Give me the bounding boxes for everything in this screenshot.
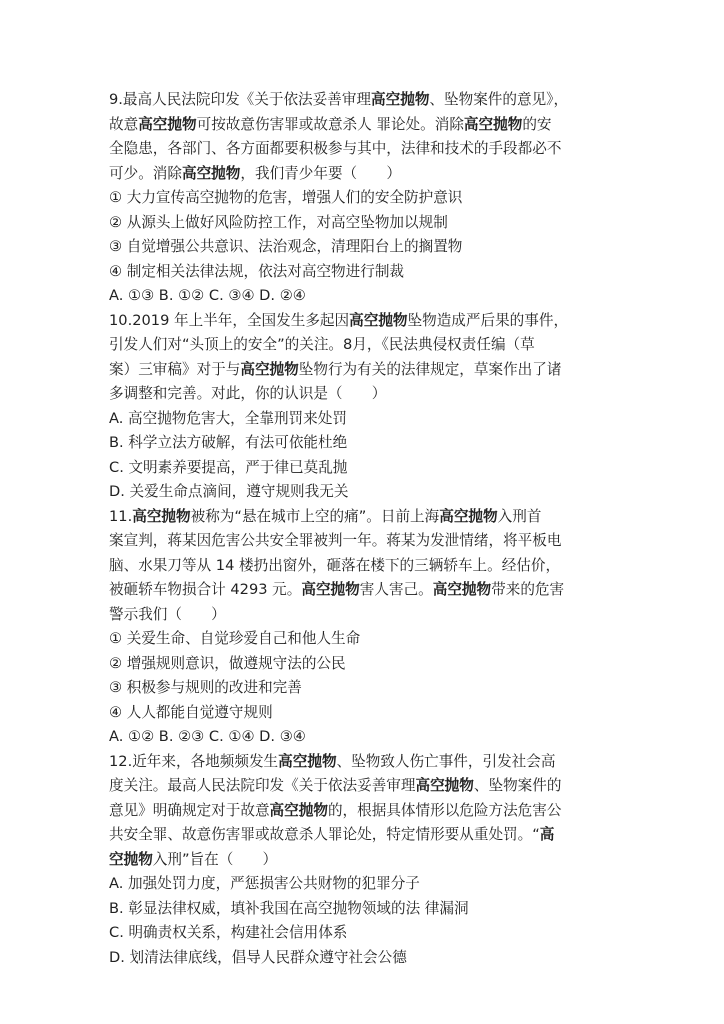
text-line — [109, 554, 654, 579]
text-segment: D. 关爱生命点滴间，遵守规则我无关 — [109, 483, 349, 500]
text-segment: ③ 积极参与规则的改进和完善 — [109, 679, 302, 696]
text-line — [109, 431, 654, 456]
text-line — [109, 872, 654, 897]
bold-term: 空抛物 — [109, 850, 153, 868]
text-segment: 9.最高人民法院印发《关于依法妥善审理 — [109, 91, 372, 108]
text-segment: 、坠物案件的 — [473, 777, 562, 794]
text-line — [109, 186, 654, 211]
bold-term: 高空抛物 — [269, 801, 328, 819]
bold-term: 高空抛物 — [463, 115, 523, 133]
text-segment: 意见》明确规定对于故意 — [109, 801, 270, 819]
text-line — [109, 113, 654, 138]
text-line — [109, 211, 654, 236]
text-segment: B. 彰显法律权威，填补我国在高空抛物领域的法 律漏洞 — [109, 899, 469, 917]
text-line — [109, 333, 654, 358]
text-line — [109, 578, 654, 603]
text-line — [109, 529, 654, 554]
bold-term: 高空抛物 — [240, 360, 299, 378]
text-segment: ，我们青少年要（ ） — [240, 164, 401, 182]
text-segment: 故意 — [109, 115, 139, 133]
text-segment: 10.2019 年上半年，全国发生多起因 — [109, 311, 350, 329]
bold-term: 高空抛物 — [278, 752, 337, 770]
text-segment: 多调整和完善。对此，你的认识是（ ） — [109, 385, 387, 402]
text-segment: 脑、水果刀等从 14 楼扔出窗外，砸落在楼下的三辆轿车上。经估价， — [109, 556, 561, 574]
bold-term: 高空抛物 — [415, 777, 474, 794]
text-segment: 入刑”旨在（ ） — [152, 850, 278, 868]
bold-term: 高空抛物 — [371, 91, 430, 108]
text-segment: 、坠物致人伤亡事件，引发社会高 — [336, 752, 556, 770]
text-line — [109, 407, 654, 432]
text-line — [109, 382, 654, 407]
text-segment: 被称为“悬在城市上空的痛”。日前上海 — [190, 507, 440, 525]
text-segment: C. 明确责权关系，构建社会信用体系 — [109, 924, 348, 941]
text-segment: 11. — [109, 507, 133, 525]
text-line — [109, 235, 654, 260]
text-line — [109, 456, 654, 481]
bold-term: 高空抛物 — [439, 507, 498, 525]
text-line — [109, 358, 654, 383]
text-segment: ④ 制定相关法律法规，依法对高空物进行制裁 — [109, 262, 405, 280]
text-line — [109, 848, 654, 873]
text-line — [109, 676, 654, 701]
text-line — [109, 701, 654, 726]
text-segment: A. 高空抛物危害大，全靠刑罚来处罚 — [109, 409, 347, 427]
bold-term: 高 — [539, 826, 555, 843]
text-line — [109, 137, 654, 162]
text-segment: ③ 自觉增强公共意识、法治观念，清理阳台上的搁置物 — [109, 238, 463, 255]
text-segment: 的，根据具体情形以危险方法危害公 — [327, 801, 562, 819]
text-line — [109, 921, 654, 946]
text-segment: 可按故意伤害罪或故意杀人 罪论处。消除 — [196, 115, 464, 133]
text-segment: ① 关爱生命、自觉珍爱自己和他人生命 — [109, 630, 361, 647]
text-line — [109, 725, 654, 750]
text-segment: A. ①③ B. ①② C. ③④ D. ②④ — [109, 287, 306, 304]
bold-term: 高空抛物 — [132, 507, 191, 525]
bold-term: 高空抛物 — [181, 164, 241, 182]
text-segment: 害人害己。 — [359, 581, 433, 598]
text-segment: 带来的危害 — [491, 581, 565, 598]
text-line — [109, 88, 654, 113]
text-line — [109, 505, 654, 530]
text-segment: 12.近年来，各地频频发生 — [109, 752, 279, 770]
bold-term: 高空抛物 — [349, 311, 408, 329]
text-line — [109, 309, 654, 334]
text-segment: D. 划清法律底线，倡导人民群众遵守社会公德 — [109, 948, 407, 966]
text-line — [109, 284, 654, 309]
text-line — [109, 627, 654, 652]
text-segment: 案）三审稿》对于与 — [109, 360, 241, 378]
bold-term: 高空抛物 — [432, 581, 492, 598]
text-line — [109, 750, 654, 775]
text-segment: ② 从源头上做好风险防控工作，对高空坠物加以规制 — [109, 213, 448, 231]
text-segment: ④ 人人都能自觉遵守规则 — [109, 703, 273, 721]
text-line — [109, 162, 654, 187]
bold-term: 高空抛物 — [138, 115, 197, 133]
text-segment: 可少。消除 — [109, 164, 182, 182]
text-segment: A. 加强处罚力度，严惩损害公共财物的犯罪分子 — [109, 875, 420, 892]
text-segment: A. ①② B. ②③ C. ①④ D. ③④ — [109, 728, 306, 745]
text-line — [109, 897, 654, 922]
text-line — [109, 823, 654, 848]
text-segment: C. 文明素养要提高，严于律已莫乱抛 — [109, 458, 348, 476]
text-segment: ② 增强规则意识，做遵规守法的公民 — [109, 654, 346, 672]
text-segment: 警示我们（ ） — [109, 605, 226, 623]
text-segment: 、坠物案件的意见》， — [429, 91, 569, 108]
text-line — [109, 799, 654, 824]
text-line — [109, 774, 654, 799]
text-segment: 引发人们对“头顶上的安全”的关注。8月，《民法典侵权责任编（草 — [109, 336, 535, 353]
text-line — [109, 946, 654, 971]
text-segment: 坠物造成严后果的事件， — [407, 311, 569, 329]
text-segment: 的安 — [522, 115, 552, 133]
text-segment: 被砸轿车物损合计 4293 元。 — [109, 581, 302, 598]
text-segment: 案宣判，蒋某因危害公共安全罪被判一年。蒋某为发泄情绪，将平板电 — [109, 532, 562, 549]
text-segment: 全隐患，各部门、各方面都要积极参与其中，法律和技术的手段都必不 — [109, 140, 562, 157]
text-segment: 共安全罪、故意伤害罪或故意杀人罪论处，特定情形要从重处罚。“ — [109, 826, 540, 843]
text-line — [109, 603, 654, 628]
text-segment: 入刑首 — [497, 507, 542, 525]
text-segment: 坠物行为有关的法律规定，草案作出了诸 — [298, 360, 562, 378]
text-line — [109, 480, 654, 505]
text-line — [109, 652, 654, 677]
text-line — [109, 260, 654, 285]
text-segment: ① 大力宣传高空抛物的危害，增强人们的安全防护意识 — [109, 189, 463, 206]
text-segment: B. 科学立法方破解，有法可依能杜绝 — [109, 434, 348, 451]
bold-term: 高空抛物 — [301, 581, 360, 598]
text-segment: 度关注。最高人民法院印发《关于依法妥善审理 — [109, 777, 416, 794]
